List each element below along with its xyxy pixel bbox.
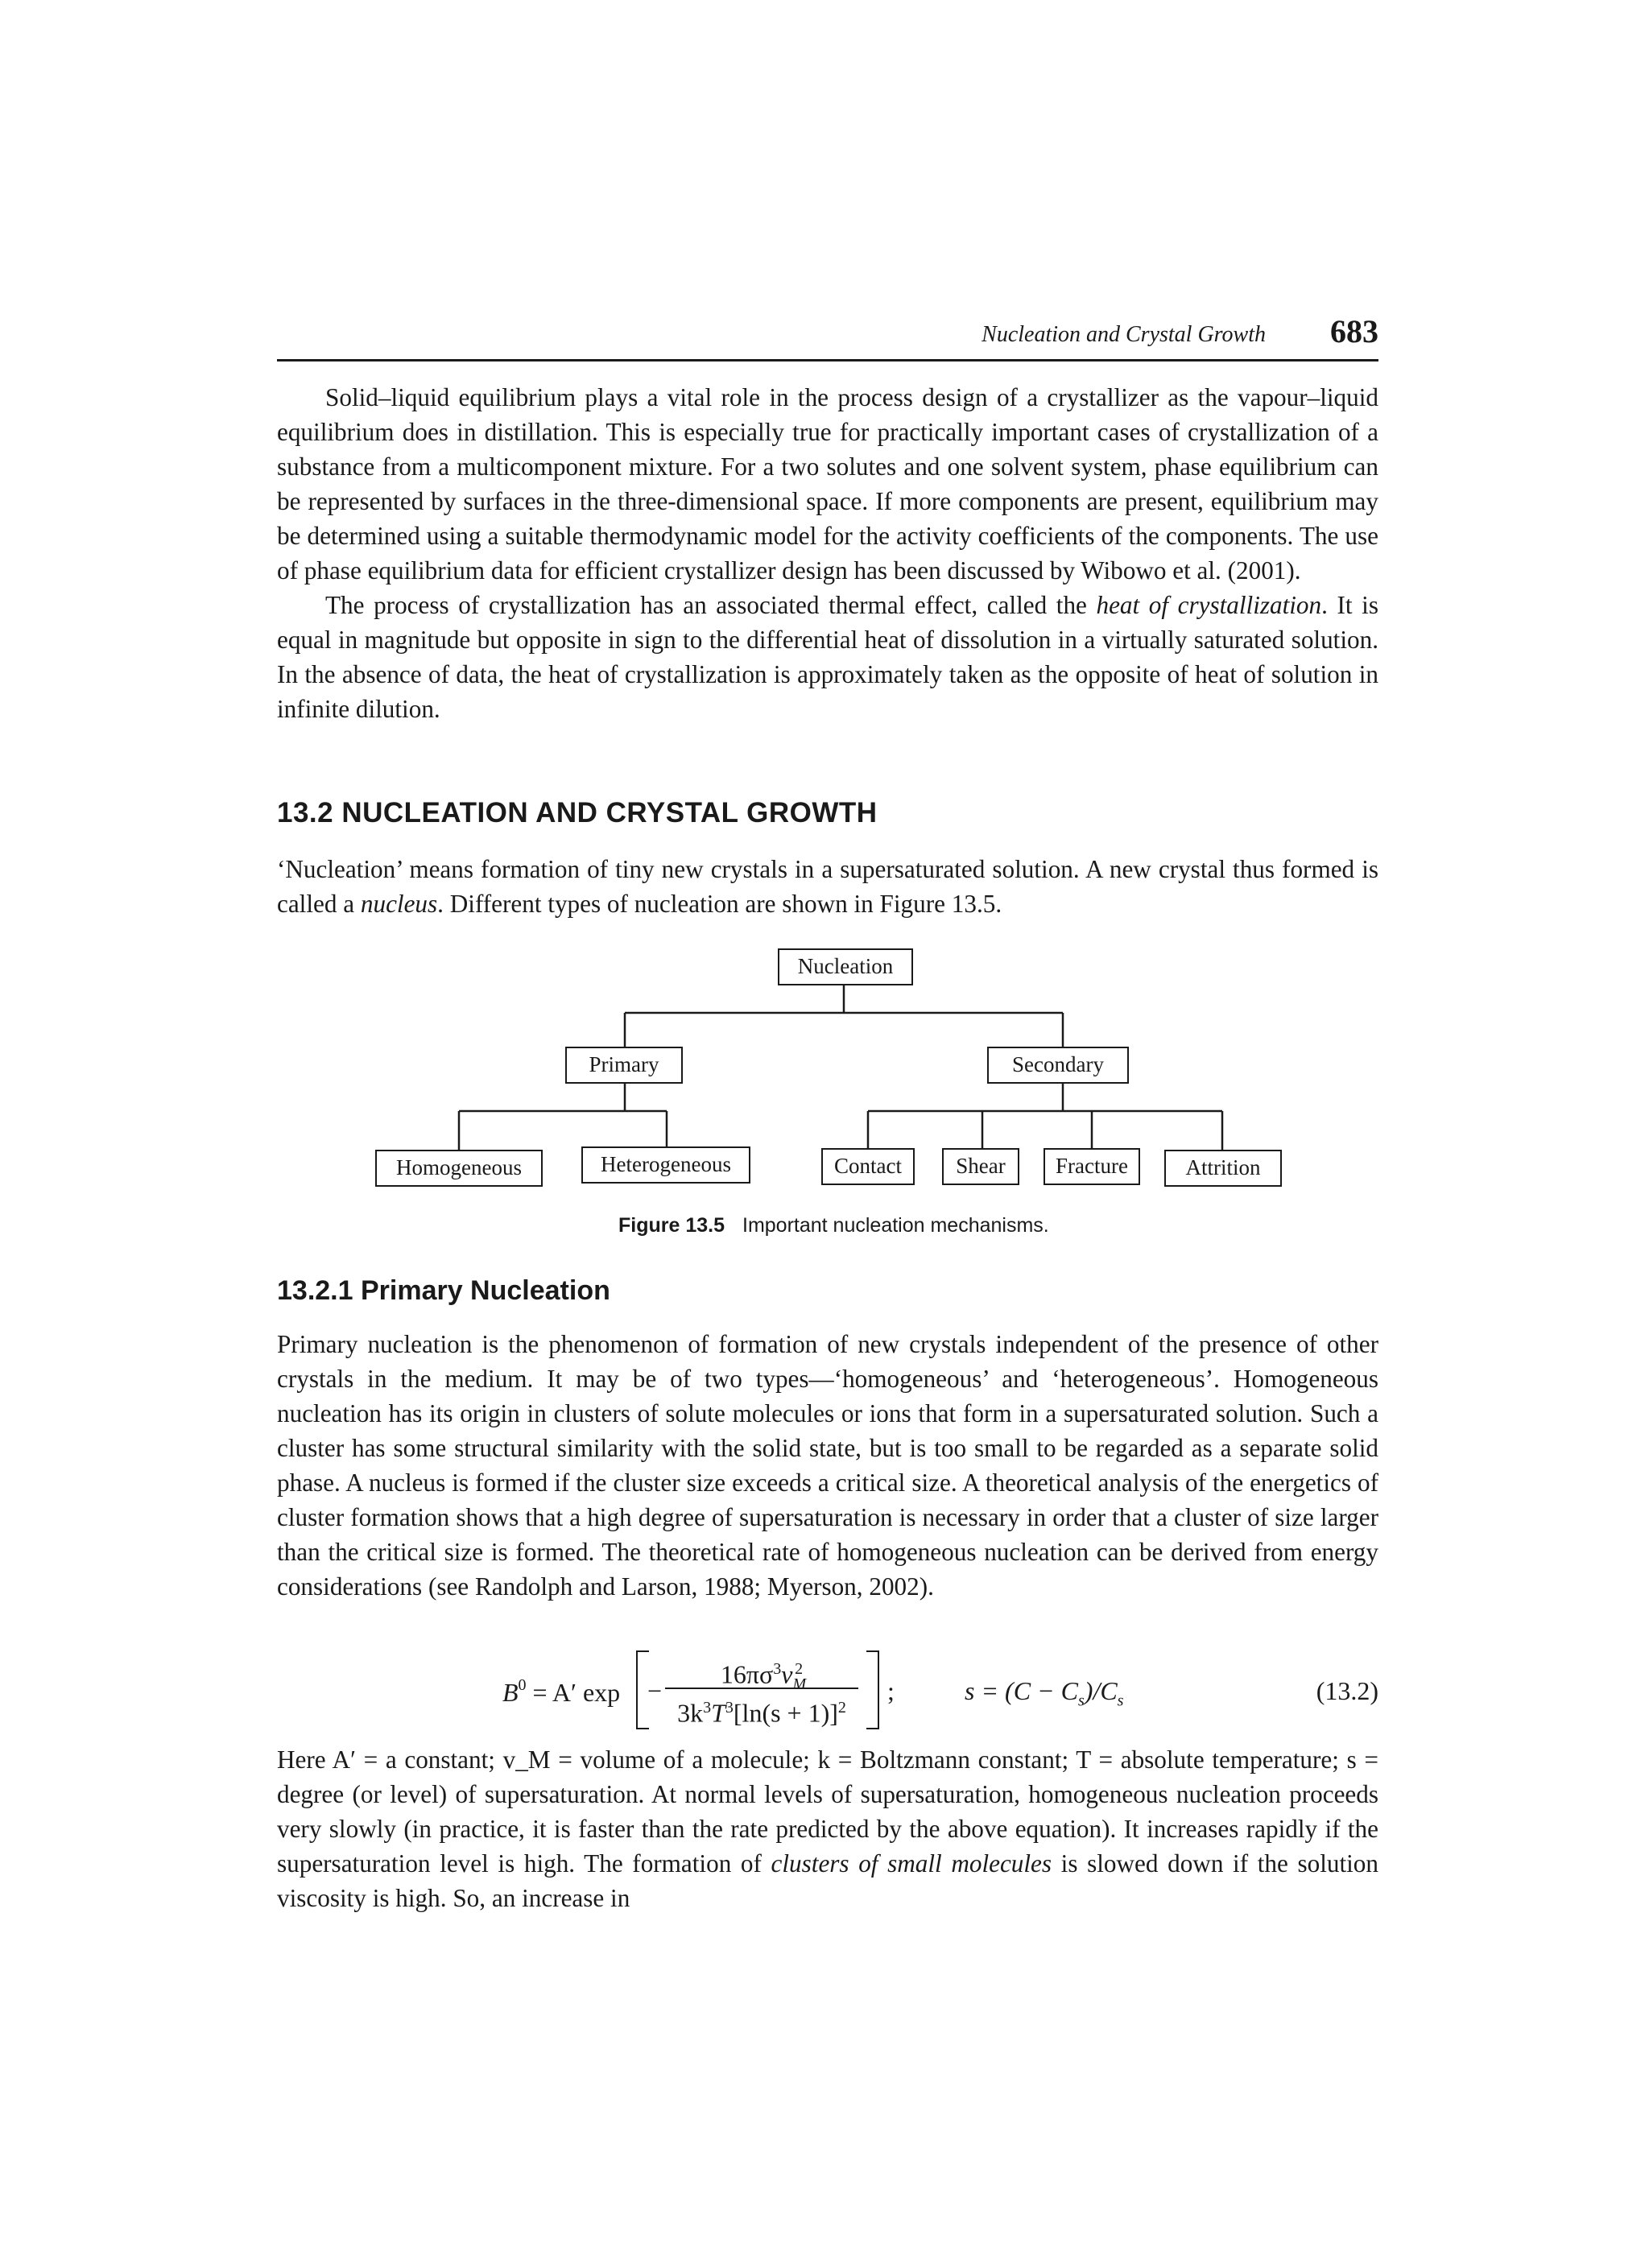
figure-caption xyxy=(618,1214,1049,1237)
primary-nucleation-paragraph xyxy=(277,1327,1378,1604)
equation-lhs: $B^0 = A'$ exp xyxy=(502,1676,621,1707)
intro-paragraphs xyxy=(277,380,1378,726)
figure-label: Figure 13.5 xyxy=(618,1214,725,1237)
node-contact: Contact xyxy=(821,1148,915,1185)
equation-fraction xyxy=(665,1650,858,1726)
right-bracket xyxy=(866,1650,879,1729)
node-heterogeneous: Heterogeneous xyxy=(581,1146,750,1184)
equation-minus: − xyxy=(647,1676,663,1705)
subsection-heading: 13.2.1 Primary Nucleation xyxy=(277,1275,610,1306)
node-fracture: Fracture xyxy=(1044,1148,1140,1185)
definitions-paragraph xyxy=(277,1742,1378,1915)
running-title: Nucleation and Crystal Growth xyxy=(982,322,1266,347)
nucleation-paragraph xyxy=(277,852,1378,921)
fraction-numerator: $16\pi\sigma^3v_M^2$ xyxy=(720,1659,807,1694)
node-shear: Shear xyxy=(942,1148,1019,1185)
paragraph-solid-liquid-equilibrium: Solid–liquid equilibrium plays a vital role in the process design of a crystallizer as the vapour–liquid equilibrium does in distillation. This is especially true for practically important cases of crystallization of a substance from a multicomponent mixture. For a two solutes and one solvent system, phase equilibrium can be represented by surfaces in the three-dimensional space. If more components are present, equilibrium may be determined using a suitable thermodynamic model for the activity coefficients of the components. The use of phase equilibrium data for efficient crystallizer design has been discussed by Wibowo et al. (2001). xyxy=(277,383,1378,585)
equation-13-2 xyxy=(277,1650,1378,1739)
term-heat-of-crystallization: heat of crystallization xyxy=(1096,591,1322,619)
term-clusters-of-small-molecules: clusters of small molecules xyxy=(771,1849,1052,1878)
node-primary: Primary xyxy=(565,1047,683,1084)
section-heading: 13.2 NUCLEATION AND CRYSTAL GROWTH xyxy=(277,797,878,828)
page-number: 683 xyxy=(1330,313,1378,349)
figure-caption-text: Important nucleation mechanisms. xyxy=(742,1214,1049,1237)
running-head xyxy=(277,313,1378,361)
term-nucleus: nucleus xyxy=(360,890,438,918)
fraction-denominator: $3k^3T^3[\ln(s + 1)]^2$ xyxy=(677,1698,846,1728)
node-attrition: Attrition xyxy=(1164,1150,1282,1187)
paragraph-primary-nucleation: Primary nucleation is the phenomenon of formation of new crystals independent of the presence of other crystals in the medium. It may be of two types—‘homogeneous’ and ‘heterogeneous’. Homogeneous nucleation has its origin in clusters of solute molecules or ions that form in a supersaturated solution. Such a cluster has some structural similarity with the solid state, but is too small to be regarded as a separate solid phase. A nucleus is formed if the cluster size exceeds a critical size. A theoretical analysis of the energetics of cluster formation shows that a high degree of supersaturation is necessary in order that a cluster of size larger than the critical size is formed. The theoretical rate of homogeneous nucleation can be derived from energy considerations (see Randolph and Larson, 1988; Myerson, 2002). xyxy=(277,1330,1378,1601)
paragraph-heat-of-crystallization: The process of crystallization has an associated thermal effect, called the heat of crystallization. It is equal in magnitude but opposite in sign to the differential heat of dissolution in a virtually saturated solution. In the absence of data, the heat of crystallization is approximately taken as the opposite of heat of solution in infinite dilution. xyxy=(277,591,1378,723)
equation-number: (13.2) xyxy=(1316,1676,1378,1705)
equation-semicolon: ; xyxy=(887,1676,895,1705)
nucleation-diagram xyxy=(277,944,1378,1250)
paragraph-nucleation-definition: ‘Nucleation’ means formation of tiny new crystals in a supersaturated solution. A new crystal thus formed is called a nucleus. Different types of nucleation are shown in Figure 13.5. xyxy=(277,855,1378,918)
node-homogeneous: Homogeneous xyxy=(375,1150,543,1187)
paragraph-equation-definitions: Here A′ = a constant; v_M = volume of a molecule; k = Boltzmann constant; T = absolute temperature; s = degree (or level) of supersaturation. At normal levels of supersaturation, homogeneous nucleation proceeds very slowly (in practice, it is faster than the rate predicted by the above equation). It increases rapidly if the supersaturation level is high. The formation of clusters of small molecules is slowed down if the solution viscosity is high. So, an increase in xyxy=(277,1745,1378,1912)
node-secondary: Secondary xyxy=(987,1047,1129,1084)
equation-supersaturation: $s = (C - C_s)/C_s$ xyxy=(965,1676,1124,1710)
node-nucleation: Nucleation xyxy=(778,948,913,985)
